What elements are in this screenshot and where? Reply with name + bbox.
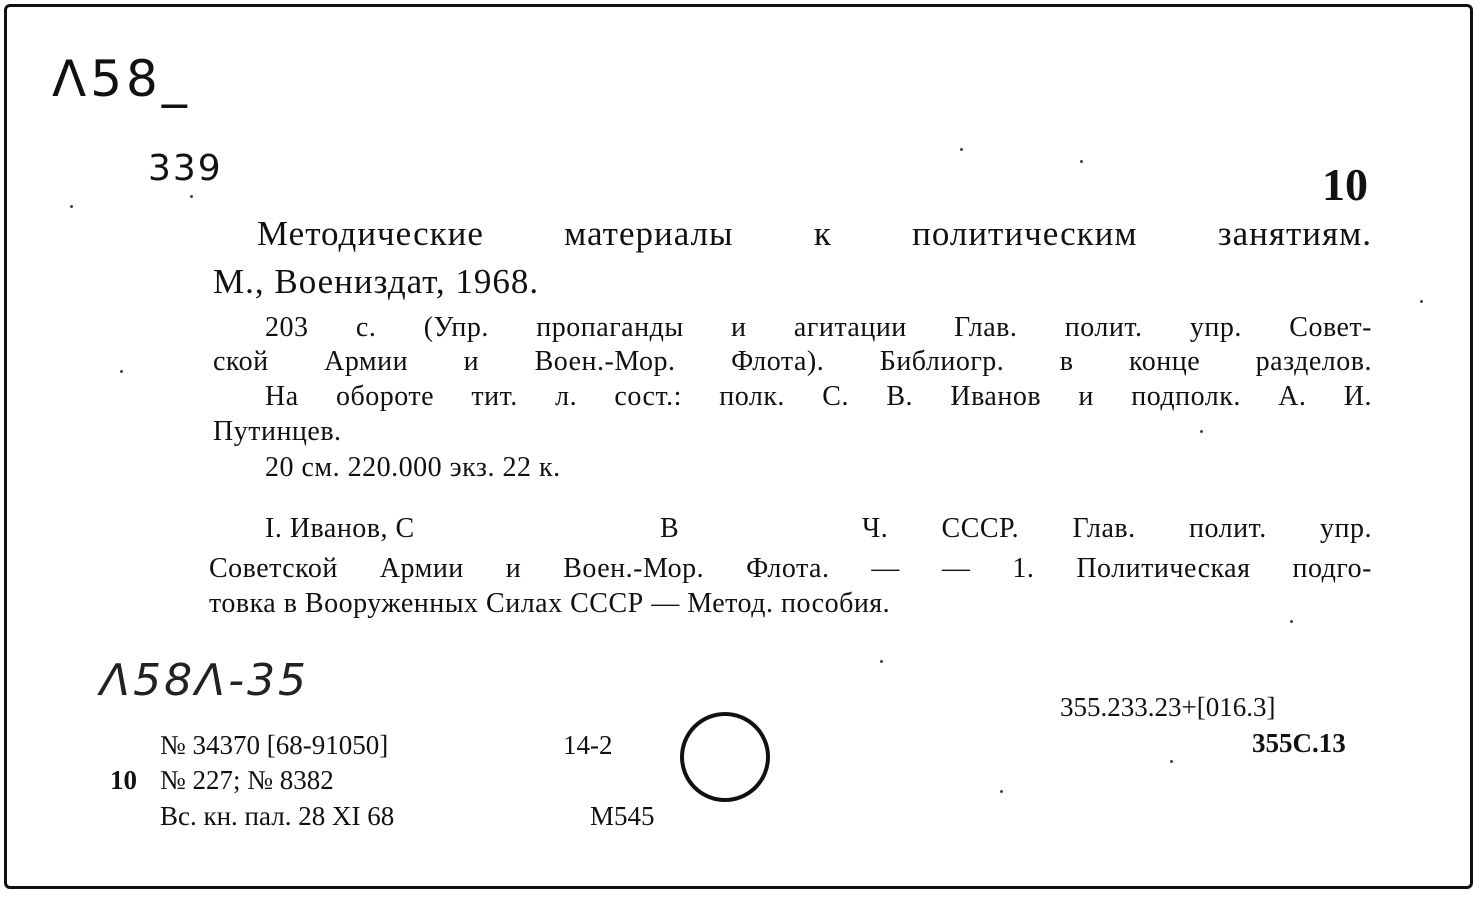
footer-order-number: № 34370 [68-91050] — [160, 730, 389, 760]
subject-line-1c: Ч. СССР. Глав. полит. упр. — [862, 513, 1372, 544]
subject-line-2: Советской Армии и Воен.-Мор. Флота. — — 1. Политическая подго- — [209, 553, 1372, 584]
scan-speck — [1170, 760, 1173, 763]
book-title — [257, 214, 1372, 254]
description-line-1-wrap — [265, 312, 1372, 344]
scan-speck — [120, 370, 123, 373]
description-line-1: 203 с. (Упр. пропаганды и агитации Глав. полит. упр. Совет- — [265, 312, 1372, 343]
footer-numbers: № 227; № 8382 — [160, 765, 334, 795]
subject-line-1a: I. Иванов, С — [265, 513, 415, 544]
udc-code: 355.233.23+[016.3] — [1060, 692, 1276, 722]
description-line-2: ской Армии и Воен.-Мор. Флота). Библиогр. в конце разделов. — [213, 346, 1372, 377]
scan-speck — [1420, 300, 1423, 303]
footer-code: 14-2 — [563, 730, 613, 760]
card-number: 10 — [1322, 159, 1368, 210]
handwritten-number: 339 — [148, 148, 223, 189]
handwritten-inventory: Λ58Λ-35 — [100, 655, 310, 706]
scan-speck — [880, 660, 883, 663]
description-line-2-wrap — [213, 346, 1372, 378]
footer-card-number: 10 — [110, 765, 137, 795]
bbk-code: 355С.13 — [1252, 728, 1346, 758]
scan-speck — [1290, 620, 1293, 623]
scan-speck — [1200, 430, 1203, 433]
scan-speck — [1080, 160, 1083, 163]
stamp-circle — [680, 712, 770, 802]
subject-line-2-wrap — [209, 553, 1372, 585]
description-line-3-wrap — [265, 381, 1372, 413]
subject-line-1b: В — [660, 513, 680, 544]
scan-speck — [190, 195, 193, 198]
imprint-line: М., Воениздат, 1968. — [213, 262, 540, 301]
subject-line-1c-wrap — [862, 513, 1372, 545]
footer-print-code: М545 — [590, 801, 655, 831]
scan-speck — [960, 148, 963, 151]
scan-speck — [70, 205, 73, 208]
description-line-4: Путинцев. — [213, 416, 342, 447]
footer-chamber: Вс. кн. пал. 28 XI 68 — [160, 801, 395, 831]
description-line-5: 20 см. 220.000 экз. 22 к. — [265, 452, 561, 483]
description-line-3: На обороте тит. л. сост.: полк. С. В. Иванов и подполк. А. И. — [265, 381, 1372, 412]
scan-speck — [1000, 790, 1003, 793]
subject-line-3: товка в Вооруженных Силах СССР — Метод. пособия. — [209, 588, 891, 619]
handwritten-shelfmark: Λ58_ — [52, 50, 191, 108]
title-line-1: Методические материалы к политическим занятиям. — [257, 214, 1372, 253]
